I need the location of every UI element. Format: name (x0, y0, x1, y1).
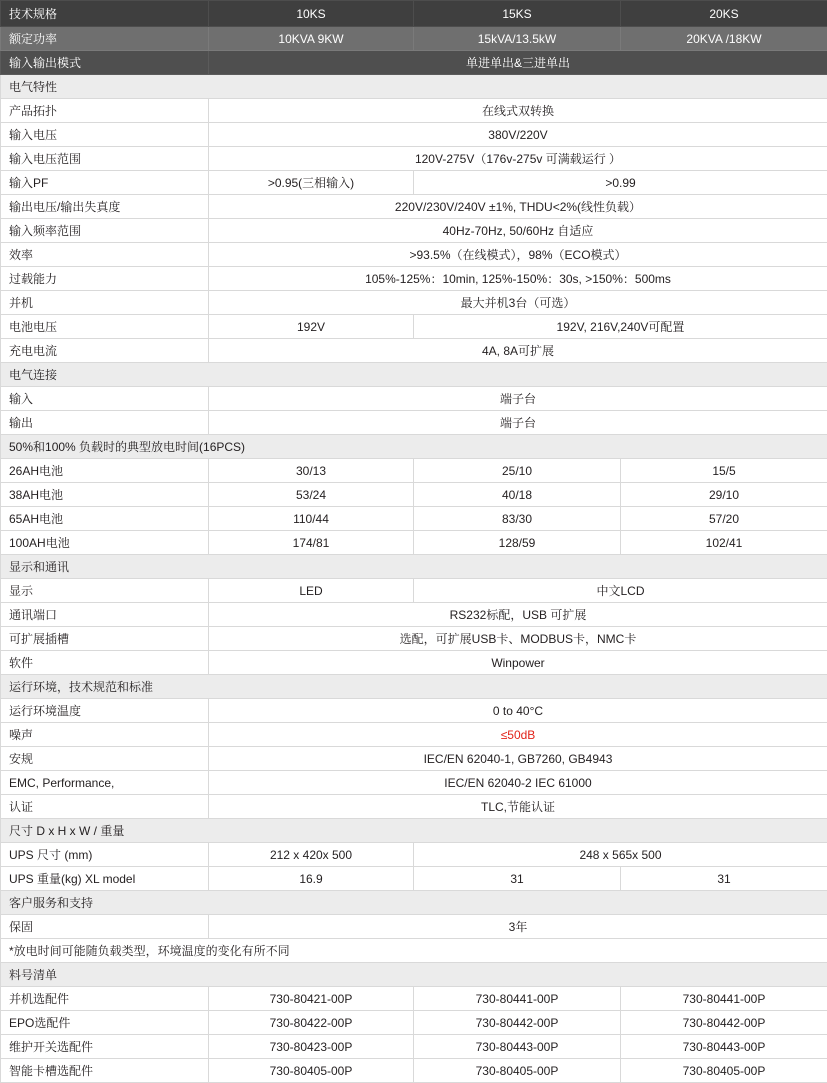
section-title: 运行环境，技术规范和标准 (1, 675, 827, 699)
row-value-span: 单进单出&三进单出 (209, 51, 827, 75)
row-value-1: 16.9 (209, 867, 414, 891)
section-header-row (1, 75, 827, 99)
table-row (1, 651, 827, 675)
footnote-row (1, 939, 827, 963)
section-header-row (1, 363, 827, 387)
table-row (1, 195, 827, 219)
row-label: 输入频率范围 (1, 219, 209, 243)
header-model-2: 15KS (414, 1, 621, 27)
table-row (1, 747, 827, 771)
table-row (1, 1011, 827, 1035)
row-label: 输入电压 (1, 123, 209, 147)
row-label: 显示 (1, 579, 209, 603)
row-value-3: 730-80441-00P (621, 987, 827, 1011)
row-value-span: 端子台 (209, 411, 827, 435)
table-row (1, 27, 827, 51)
row-value-3: 31 (621, 867, 827, 891)
row-label: 认证 (1, 795, 209, 819)
row-label: 输入 (1, 387, 209, 411)
table-row (1, 795, 827, 819)
section-header-row (1, 891, 827, 915)
row-value-3: 730-80443-00P (621, 1035, 827, 1059)
row-value-2: 730-80442-00P (414, 1011, 621, 1035)
row-value-1: LED (209, 579, 414, 603)
row-label: 维护开关选配件 (1, 1035, 209, 1059)
section-title: 尺寸 D x H x W / 重量 (1, 819, 827, 843)
row-value-2: 83/30 (414, 507, 621, 531)
row-value-3: 20KVA /18KW (621, 27, 827, 51)
row-value-3: 102/41 (621, 531, 827, 555)
row-label: 噪声 (1, 723, 209, 747)
table-row (1, 579, 827, 603)
row-label: 额定功率 (1, 27, 209, 51)
row-value-2: 730-80405-00P (414, 1059, 621, 1083)
table-row (1, 123, 827, 147)
row-label: 输出电压/输出失真度 (1, 195, 209, 219)
row-value-1: 10KVA 9KW (209, 27, 414, 51)
row-value-span: 220V/230V/240V ±1%, THDU<2%(线性负载） (209, 195, 827, 219)
row-value-span: 最大并机3台（可选） (209, 291, 827, 315)
table-row (1, 291, 827, 315)
section-header-row (1, 435, 827, 459)
table-row (1, 1035, 827, 1059)
row-value-2: 192V, 216V,240V可配置 (414, 315, 827, 339)
row-value-2: 248 x 565x 500 (414, 843, 827, 867)
row-label: 运行环境温度 (1, 699, 209, 723)
row-label: 效率 (1, 243, 209, 267)
row-value-3: 730-80442-00P (621, 1011, 827, 1035)
row-label: UPS 重量(kg) XL model (1, 867, 209, 891)
table-row (1, 867, 827, 891)
row-value-span: IEC/EN 62040-1, GB7260, GB4943 (209, 747, 827, 771)
row-label: 安规 (1, 747, 209, 771)
table-row (1, 339, 827, 363)
row-value-1: 730-80405-00P (209, 1059, 414, 1083)
table-row (1, 171, 827, 195)
row-value-1: 30/13 (209, 459, 414, 483)
section-title: 50%和100% 负载时的典型放电时间(16PCS) (1, 435, 827, 459)
row-value-span: 4A, 8A可扩展 (209, 339, 827, 363)
table-body (1, 1, 827, 1083)
row-value-span: 选配，可扩展USB卡、MODBUS卡，NMC卡 (209, 627, 827, 651)
row-label: 100AH电池 (1, 531, 209, 555)
row-label: 输出 (1, 411, 209, 435)
row-label: 38AH电池 (1, 483, 209, 507)
section-title: 电气特性 (1, 75, 827, 99)
row-label: 软件 (1, 651, 209, 675)
row-value-1: 212 x 420x 500 (209, 843, 414, 867)
row-value-1: 53/24 (209, 483, 414, 507)
header-model-1: 10KS (209, 1, 414, 27)
row-value-2: 中文LCD (414, 579, 827, 603)
row-label: 输入PF (1, 171, 209, 195)
table-row (1, 987, 827, 1011)
table-row (1, 699, 827, 723)
footnote-text: *放电时间可能随负载类型，环境温度的变化有所不同 (1, 939, 827, 963)
section-header-row (1, 675, 827, 699)
table-row (1, 315, 827, 339)
table-row (1, 51, 827, 75)
row-value-span: 3年 (209, 915, 827, 939)
row-value-2: 25/10 (414, 459, 621, 483)
row-value-span: 端子台 (209, 387, 827, 411)
row-value-span: IEC/EN 62040-2 IEC 61000 (209, 771, 827, 795)
row-value-1: 730-80421-00P (209, 987, 414, 1011)
table-row (1, 219, 827, 243)
row-value-span: 380V/220V (209, 123, 827, 147)
header-model-3: 20KS (621, 1, 827, 27)
row-value-1: >0.95(三相输入) (209, 171, 414, 195)
table-row (1, 603, 827, 627)
row-value-span: 40Hz-70Hz, 50/60Hz 自适应 (209, 219, 827, 243)
row-label: 通讯端口 (1, 603, 209, 627)
table-row (1, 771, 827, 795)
row-value-span: TLC,节能认证 (209, 795, 827, 819)
section-title: 料号清单 (1, 963, 827, 987)
row-value-span: 105%-125%：10min, 125%-150%：30s, >150%：500ms (209, 267, 827, 291)
row-label: 26AH电池 (1, 459, 209, 483)
row-value-2: 730-80441-00P (414, 987, 621, 1011)
row-value-2: >0.99 (414, 171, 827, 195)
row-value-3: 57/20 (621, 507, 827, 531)
row-value-1: 192V (209, 315, 414, 339)
row-value-2: 128/59 (414, 531, 621, 555)
row-label: 输入输出模式 (1, 51, 209, 75)
section-header-row (1, 555, 827, 579)
row-value-span: Winpower (209, 651, 827, 675)
row-label: UPS 尺寸 (mm) (1, 843, 209, 867)
table-row (1, 147, 827, 171)
table-row (1, 267, 827, 291)
table-row (1, 915, 827, 939)
row-label: 产品拓扑 (1, 99, 209, 123)
table-row (1, 627, 827, 651)
row-label: 电池电压 (1, 315, 209, 339)
row-value-1: 174/81 (209, 531, 414, 555)
table-row (1, 1059, 827, 1083)
row-value-3: 730-80405-00P (621, 1059, 827, 1083)
row-value-1: 730-80422-00P (209, 1011, 414, 1035)
section-title: 客户服务和支持 (1, 891, 827, 915)
table-row (1, 507, 827, 531)
table-row (1, 531, 827, 555)
row-value-2: 15kVA/13.5kW (414, 27, 621, 51)
row-label: 保固 (1, 915, 209, 939)
row-value-span: RS232标配，USB 可扩展 (209, 603, 827, 627)
table-row (1, 411, 827, 435)
section-header-row (1, 963, 827, 987)
table-header-row (1, 1, 827, 27)
row-label: 可扩展插槽 (1, 627, 209, 651)
row-value-span: >93.5%（在线模式），98%（ECO模式） (209, 243, 827, 267)
row-label: 输入电压范围 (1, 147, 209, 171)
row-value-2: 40/18 (414, 483, 621, 507)
table-row (1, 843, 827, 867)
row-label: EMC, Performance, (1, 771, 209, 795)
row-label: 65AH电池 (1, 507, 209, 531)
row-value-span: 120V-275V（176v-275v 可满载运行 ） (209, 147, 827, 171)
table-row (1, 387, 827, 411)
row-label: 并机选配件 (1, 987, 209, 1011)
table-row (1, 243, 827, 267)
section-title: 电气连接 (1, 363, 827, 387)
row-value-1: 110/44 (209, 507, 414, 531)
table-row (1, 483, 827, 507)
section-header-row (1, 819, 827, 843)
row-value-span: 0 to 40°C (209, 699, 827, 723)
row-value-3: 29/10 (621, 483, 827, 507)
row-label: 智能卡槽选配件 (1, 1059, 209, 1083)
row-value-1: 730-80423-00P (209, 1035, 414, 1059)
table-row (1, 459, 827, 483)
row-label: 并机 (1, 291, 209, 315)
header-label: 技术规格 (1, 1, 209, 27)
row-label: 过载能力 (1, 267, 209, 291)
table-row (1, 99, 827, 123)
row-value-span: ≤50dB (209, 723, 827, 747)
row-value-span: 在线式双转换 (209, 99, 827, 123)
section-title: 显示和通讯 (1, 555, 827, 579)
table-row (1, 723, 827, 747)
row-label: EPO选配件 (1, 1011, 209, 1035)
row-value-2: 730-80443-00P (414, 1035, 621, 1059)
row-label: 充电电流 (1, 339, 209, 363)
row-value-3: 15/5 (621, 459, 827, 483)
row-value-2: 31 (414, 867, 621, 891)
